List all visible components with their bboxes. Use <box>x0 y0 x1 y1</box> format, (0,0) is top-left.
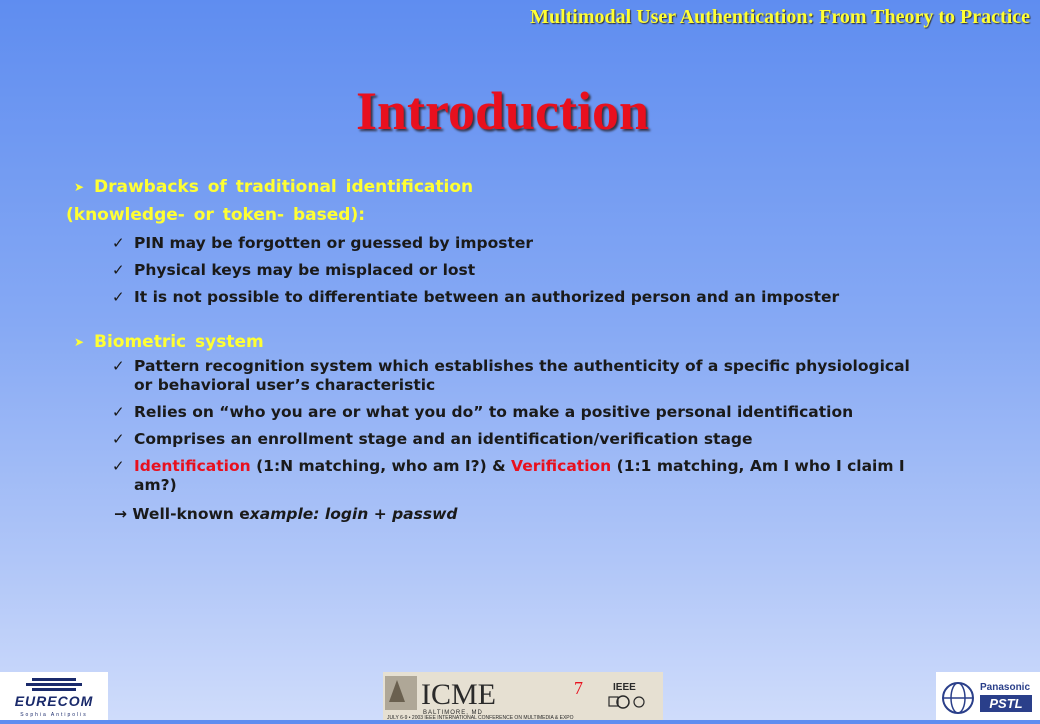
list-item-text: PIN may be forgotten or guessed by imposter <box>134 234 534 252</box>
panasonic-brand-text: Panasonic <box>980 682 1031 693</box>
arrowhead-bullet-icon: ➤ <box>74 335 85 349</box>
panasonic-unit-text: PSTL <box>989 696 1023 711</box>
list-item <box>66 403 926 422</box>
list-item-text: Physical keys may be misplaced or lost <box>134 261 476 279</box>
checkmark-icon: ✓ <box>112 403 125 421</box>
example-prefix: → Well-known e <box>114 505 250 523</box>
list-item-text: Relies on “who you are or what you do” to make a positive personal identification <box>134 403 854 421</box>
checkmark-icon: ✓ <box>112 234 125 252</box>
icme-caption: JULY 6-9 • 2003 IEEE INTERNATIONAL CONFERENCE ON MULTIMEDIA & EXPO <box>387 715 574 720</box>
arrowhead-bullet-icon: ➤ <box>74 180 85 194</box>
icme-logo-text: ICME <box>421 678 496 711</box>
slide-title: Introduction <box>355 81 650 141</box>
panasonic-logo <box>936 672 1040 720</box>
icme-logo <box>383 672 663 720</box>
identification-term: Identification <box>134 457 251 475</box>
eurecom-logo <box>0 672 108 720</box>
bullet-drawbacks-cont: (knowledge- or token- based): <box>66 205 366 225</box>
checkmark-icon: ✓ <box>112 288 125 306</box>
bullet-drawbacks <box>66 176 926 198</box>
checkmark-icon: ✓ <box>112 357 125 375</box>
list-item <box>66 430 926 449</box>
bullet-biometric-text: Biometric system <box>94 332 264 352</box>
list-item-text: Pattern recognition system which establishes the authenticity of a specific physiological or behavioral user’s characteristic <box>134 357 910 394</box>
eurecom-tagline: Sophia Antipolis <box>20 712 88 718</box>
slide-content <box>66 176 926 524</box>
checkmark-icon: ✓ <box>112 430 125 448</box>
bullet-drawbacks-text: Drawbacks of traditional identification <box>94 177 474 197</box>
icme-city: BALTIMORE, MD <box>423 710 483 716</box>
bullet-biometric <box>66 331 926 353</box>
example-line <box>66 505 926 524</box>
presentation-title: Multimodal User Authentication: From Theory to Practice <box>530 6 1030 28</box>
page-number: 7 <box>574 678 583 698</box>
list-item <box>66 288 926 307</box>
ieee-logo-text: IEEE <box>613 682 636 693</box>
verification-term: Verification <box>511 457 612 475</box>
verification-desc: (1:1 matching, Am I who I claim I am?) <box>134 457 905 494</box>
list-item-text: Comprises an enrollment stage and an identification/verification stage <box>134 430 753 448</box>
list-item <box>66 234 926 253</box>
panasonic-logo-graphic <box>936 672 1040 720</box>
list-item <box>66 457 926 495</box>
list-item <box>66 357 926 395</box>
list-item <box>66 261 926 280</box>
icme-logo-graphic <box>383 672 663 720</box>
checkmark-icon: ✓ <box>112 457 125 475</box>
eurecom-logo-text: EURECOM <box>14 693 94 709</box>
example-italic: xample: login + passwd <box>249 505 458 523</box>
eurecom-logo-graphic <box>0 672 108 720</box>
list-item-text: It is not possible to differentiate between an authorized person and an imposter <box>134 288 840 306</box>
checkmark-icon: ✓ <box>112 261 125 279</box>
identification-desc: (1:N matching, who am I?) & <box>250 457 512 475</box>
